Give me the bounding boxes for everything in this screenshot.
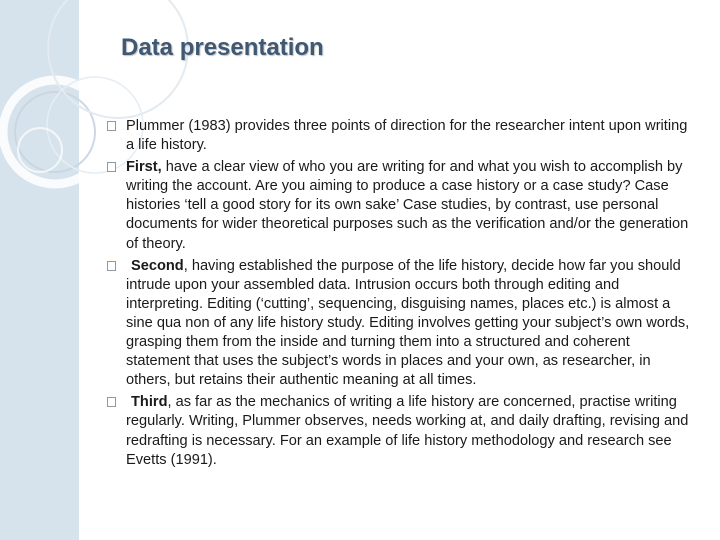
bullet-lead: Second [131,257,184,274]
square-bullet-icon [107,397,116,407]
bullet-lead: First, [126,159,162,176]
bullet-list [107,117,697,473]
bullet-text: , as far as the mechanics of writing a life history are concerned, practise writing regularly. Writing, Plummer observes, needs working at, and daily drafting, revising and redrafting is necessary. For an example of life history methodology and research see Evetts (1991). [126,394,689,468]
slide-title: Data presentation [121,34,324,61]
bullet-item [107,393,697,469]
square-bullet-icon [107,121,116,131]
bullet-text: Plummer (1983) provides three points of direction for the researcher intent upon writing a life history. [126,118,688,154]
square-bullet-icon [107,162,116,172]
bullet-lead: Third [131,394,168,411]
bullet-item [107,257,697,391]
bullet-text: , having established the purpose of the life history, decide how far you should intrude upon your assembled data. Intrusion occurs both through editing and interpreting. Editing (‘cutting’, sequencing, disguising names, places etc.) is almost a sine qua non of any life history study. Editing involves getting your subject’s own words, grasping them from the inside and turning them into a structured and coherent statement that uses the subject’s words in places and your own, as researcher, in others, but retains their authentic meaning at all times. [126,257,690,389]
bullet-item [107,117,697,155]
bullet-item [107,158,697,253]
bullet-text: have a clear view of who you are writing for and what you wish to accomplish by writing the account. Are you aiming to produce a case history or a case study? Case histories ‘tell a good story for its own sake’ Case studies, by contrast, use personal documents for wider theoretical purposes such as the verification and/or the generation of theory. [126,159,689,252]
square-bullet-icon [107,261,116,271]
